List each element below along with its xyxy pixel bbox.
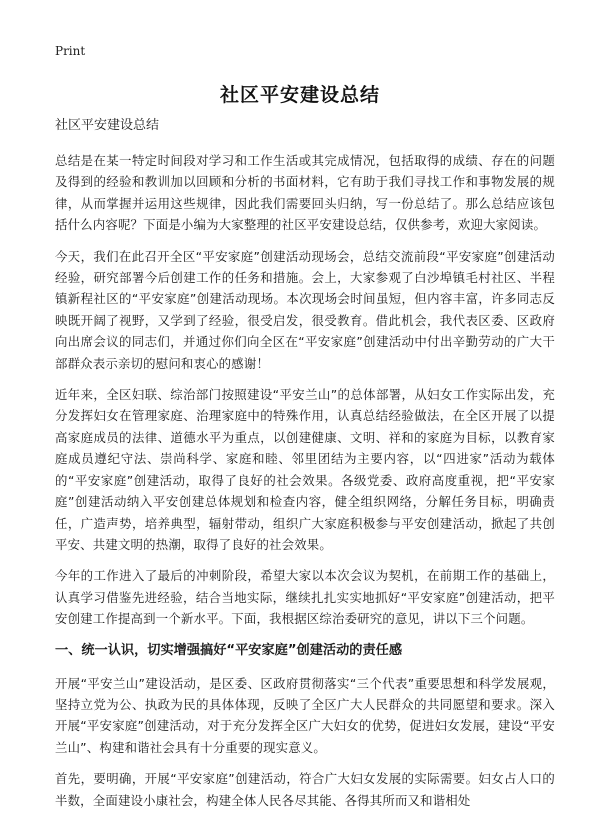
body-paragraph: 近年来，全区妇联、综治部门按照建设“平安兰山”的总体部署，从妇女工作实际出发，充分发挥妇女在管理家庭、治理家庭中的特殊作用，认真总结经验做法，在全区开展了以提高家庭成员的法律、道德水平为重点，以创建健康、文明、祥和的家庭为目标，以教育家庭成员遵纪守法、崇尚科学、家庭和睦、邻里团结为主要内容，以“四进家”活动为载体的“平安家庭”创建活动，取得了良好的社会效果。各级党委、政府高度重视，把“平安家庭”创建活动纳入平安创建总体规划和检查内容，健全组织网络，分解任务目标，明确责任，广造声势，培养典型，辐射带动，组织广大家庭积极参与平安创建活动，掀起了共创平安、共建文明的热潮，取得了良好的社会效果。 [55,387,555,552]
body-paragraph: 开展“平安兰山”建设活动，是区委、区政府贯彻落实“三个代表”重要思想和科学发展观，坚持立党为公、执政为民的具体体现，反映了全区广大人民群众的共同愿望和要求。深入开展“平安家庭”创建活动，对于充分发挥全区广大妇女的优势，促进妇女发展，建设“平安兰山”、构建和谐社会具有十分重要的现实意义。 [55,675,555,755]
body-paragraph: 今年的工作进入了最后的冲刺阶段，希望大家以本次会议为契机，在前期工作的基础上，认真学习借鉴先进经验，结合当地实际，继续扎扎实实地抓好“平安家庭”创建活动，把平安创建工作提高到一个新水平。下面，我根据区综治委研究的意见，讲以下三个问题。 [55,568,555,627]
print-link[interactable]: Print [55,44,86,58]
body-paragraph: 首先，要明确，开展“平安家庭”创建活动，符合广大妇女发展的实际需要。妇女占人口的半数，全面建设小康社会，构建全体人民各尽其能、各得其所而又和谐相处 [55,771,555,808]
body-paragraph: 今天，我们在此召开全区“平安家庭”创建活动现场会，总结交流前段“平安家庭”创建活动经验，研究部署今后创建工作的任务和措施。会上，大家参观了白沙埠镇毛村社区、半程镇新程社区的“平安家庭”创建活动现场。本次现场会时间虽短，但内容丰富，许多同志反映既开阔了视野，又学到了经验，很受启发，很受教育。借此机会，我代表区委、区政府向出席会议的同志们，并通过你们向全区在“平安家庭”创建活动中付出辛勤劳动的广大干部群众表示亲切的慰问和衷心的感谢！ [55,248,555,371]
intro-paragraph: 总结是在某一特定时间段对学习和工作生活或其完成情况，包括取得的成绩、存在的问题及得到的经验和教训加以回顾和分析的书面材料，它有助于我们寻找工作和事物发展的规律，从而掌握并运用这些规律，因此我们需要回头归纳，写一份总结了。那么总结应该包括什么内容呢？下面是小编为大家整理的社区平安建设总结，仅供参考，欢迎大家阅读。 [55,153,555,233]
document-body [55,116,555,821]
section-heading: 一、统一认识，切实增强搞好“平安家庭”创建活动的责任感 [55,642,403,658]
document-title: 社区平安建设总结 [219,84,380,106]
document-subtitle: 社区平安建设总结 [55,118,160,133]
